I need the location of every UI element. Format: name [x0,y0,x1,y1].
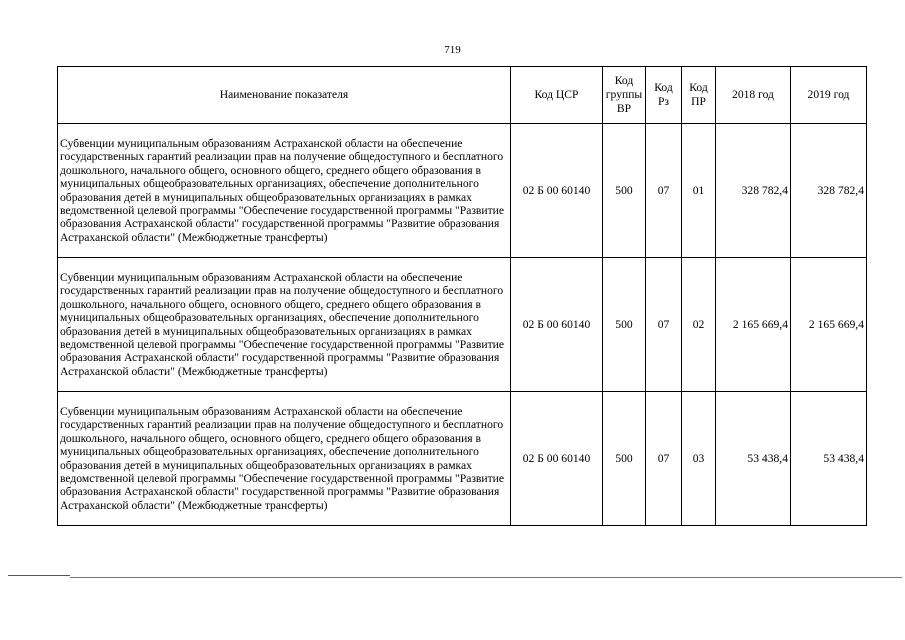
row-rz: 07 [646,392,682,526]
table-header-row [58,67,867,124]
header-pr: Код ПР [682,67,716,124]
header-2019: 2019 год [791,67,867,124]
row-vr: 500 [603,258,646,392]
budget-table [57,66,867,526]
row-rz: 07 [646,258,682,392]
header-csr: Код ЦСР [511,67,603,124]
footer-divider-left [8,575,70,576]
row-pr: 02 [682,258,716,392]
header-rz: Код Рз [646,67,682,124]
header-vr: Код группы ВР [603,67,646,124]
header-2018: 2018 год [716,67,791,124]
row-rz: 07 [646,124,682,258]
row-2019: 328 782,4 [791,124,867,258]
row-csr: 02 Б 00 60140 [511,124,603,258]
row-2019: 53 438,4 [791,392,867,526]
table-row [58,258,867,392]
row-csr: 02 Б 00 60140 [511,392,603,526]
row-csr: 02 Б 00 60140 [511,258,603,392]
row-2018: 328 782,4 [716,124,791,258]
footer-divider-right [70,577,902,578]
row-2018: 2 165 669,4 [716,258,791,392]
row-pr: 01 [682,124,716,258]
table-row [58,392,867,526]
header-name: Наименование показателя [58,67,511,124]
row-name: Субвенции муниципальным образованиям Астраханской области на обеспечение государственных гарантий реализации прав на получение общедоступного и бесплатного дошкольного, начального общего, основного общего, среднего общего образования в муниципальных общеобразовательных организациях, обеспечение дополнительного образования детей в муниципальных общеобразовательных организациях в рамках ведомственной целевой программы "Обеспечение государственной программы "Развитие образования Астраханской области" государственной программы "Развитие образования Астраханской области" (Межбюджетные трансферты) [58,124,511,258]
row-name: Субвенции муниципальным образованиям Астраханской области на обеспечение государственных гарантий реализации прав на получение общедоступного и бесплатного дошкольного, начального общего, основного общего, среднего общего образования в муниципальных общеобразовательных организациях, обеспечение дополнительного образования детей в муниципальных общеобразовательных организациях в рамках ведомственной целевой программы "Обеспечение государственной программы "Развитие образования Астраханской области" государственной программы "Развитие образования Астраханской области" (Межбюджетные трансферты) [58,392,511,526]
row-vr: 500 [603,124,646,258]
row-pr: 03 [682,392,716,526]
row-2018: 53 438,4 [716,392,791,526]
row-vr: 500 [603,392,646,526]
page-number: 719 [444,44,461,56]
table-row [58,124,867,258]
row-name: Субвенции муниципальным образованиям Астраханской области на обеспечение государственных гарантий реализации прав на получение общедоступного и бесплатного дошкольного, начального общего, основного общего, среднего общего образования в муниципальных общеобразовательных организациях, обеспечение дополнительного образования детей в муниципальных общеобразовательных организациях в рамках ведомственной целевой программы "Обеспечение государственной программы "Развитие образования Астраханской области" государственной программы "Развитие образования Астраханской области" (Межбюджетные трансферты) [58,258,511,392]
row-2019: 2 165 669,4 [791,258,867,392]
